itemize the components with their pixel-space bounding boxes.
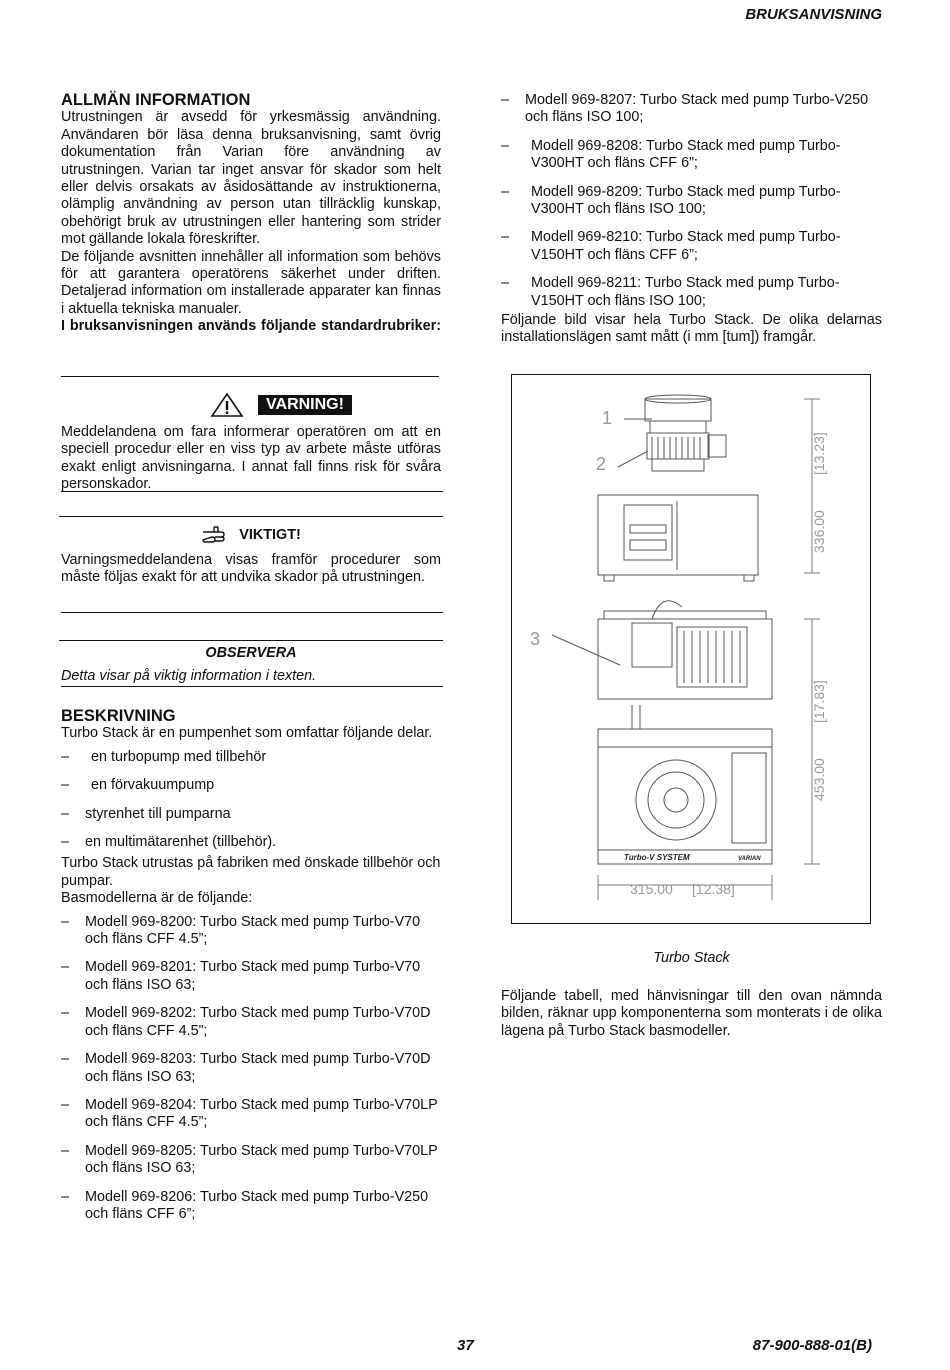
general-heading: ALLMÄN INFORMATION [61,91,251,109]
general-paragraph-2: De följande avsnitten innehåller all information som behövs för att garantera operatörens säkerhet under driften. Detaljerad information om installerade apparater kan finnas i aktuella tekniska manualer. [61,248,441,317]
description-section [61,708,441,1234]
brand-label: Turbo-V SYSTEM [624,853,690,862]
list-item: – en förvakuumpump [61,777,215,794]
callout-1: 1 [602,408,613,428]
running-header: BRUKSANVISNING [745,6,882,23]
models-list-right [501,92,882,310]
general-paragraph-1: Utrustningen är avsedd för yrkesmässig användning. Användaren bör läsa denna bruksanvisning, samt övrig dokumentation från Varian före användning av utrustningen. Varian tar inget ansvar för skador som helt eller delvis orsakats av åsidosättande av instruktionerna, olämplig användning av person utan tillräcklig kunskap, obehörigt bruk av utrustningen eller hantering som strider mot gällande lokala föreskrifter. [61,109,441,248]
list-item: – Modell 969-8202: Turbo Stack med pump Turbo-V70D och fläns CFF 4.5”; [61,1005,431,1039]
turbo-stack-figure [511,374,871,924]
dim-height-top: 336.00 [811,510,827,553]
list-item: – Modell 969-8209: Turbo Stack med pump Turbo-V300HT och fläns ISO 100; [501,183,841,218]
divider [61,686,443,687]
dim-height-bottom: 453.00 [811,758,827,801]
list-item: – Modell 969-8210: Turbo Stack med pump Turbo-V150HT och fläns CFF 6”; [501,229,841,263]
list-item: – Modell 969-8203: Turbo Stack med pump Turbo-V70D och fläns ISO 63; [61,1051,431,1085]
list-item: – styrenhet till pumparna [61,805,231,822]
models-list-left [61,914,441,1224]
divider [61,612,443,613]
warning-block [61,392,441,494]
models-section-right [501,92,882,347]
dim-height-bottom-in: [17.83] [811,680,827,723]
general-section [61,92,441,336]
callout-3: 3 [530,629,541,649]
list-item: – Modell 969-8201: Turbo Stack med pump Turbo-V70 och fläns ISO 63; [61,959,421,993]
list-item: – Modell 969-8205: Turbo Stack med pump Turbo-V70LP och fläns ISO 63; [61,1142,438,1177]
list-item: – Modell 969-8200: Turbo Stack med pump Turbo-V70 och fläns CFF 4.5”; [61,913,421,948]
description-paragraph-2: Turbo Stack utrustas på fabriken med önskade tillbehör och pumpar. [61,855,441,889]
document-code: 87-900-888-01(B) [752,1337,872,1354]
figure-intro: Följande bild visar hela Turbo Stack. De olika delarnas installationslägen samt mått (i mm [tum]) framgår. [501,312,882,346]
dim-width: 315.00 [630,881,673,897]
figure-caption: Turbo Stack [653,950,730,966]
list-item: – en multimätarenhet (tillbehör). [61,834,277,851]
description-paragraph-1: Turbo Stack är en pumpenhet som omfattar följande delar. [61,725,433,742]
important-text: Varningsmeddelandena visas framför procedurer som måste följas exakt för att undvika skador på utrustningen. [61,552,441,586]
warning-triangle-icon [210,392,244,418]
important-block [61,526,441,587]
closing-paragraph: Följande tabell, med hänvisningar till den ovan nämnda bilden, räknar upp komponenterna som monterats i de olika lägena på Turbo Stack basmodeller. [501,988,882,1039]
dim-width-in: [12.38] [692,881,735,897]
note-block [61,645,441,686]
callout-2: 2 [596,454,607,474]
list-item: – Modell 969-8204: Turbo Stack med pump Turbo-V70LP och fläns CFF 4.5”; [61,1096,438,1131]
list-item: – Modell 969-8207: Turbo Stack med pump Turbo-V250 och fläns ISO 100; [501,92,869,126]
pointing-hand-icon [201,526,231,544]
brand-maker: VARIAN [738,856,761,862]
list-item: – Modell 969-8208: Turbo Stack med pump Turbo-V300HT och fläns CFF 6”; [501,137,841,172]
note-text: Detta visar på viktig information i texten. [61,668,317,685]
divider [59,516,443,517]
list-item: – Modell 969-8206: Turbo Stack med pump Turbo-V250 och fläns CFF 6”; [61,1188,429,1222]
description-heading: BESKRIVNING [61,707,176,725]
page-number: 37 [457,1337,474,1354]
dim-height-top-in: [13.23] [811,432,827,475]
description-paragraph-3: Basmodellerna är de följande: [61,890,253,907]
list-item: – Modell 969-8211: Turbo Stack med pump Turbo-V150HT och fläns ISO 100; [501,275,840,309]
note-label: OBSERVERA [205,645,297,661]
warning-text: Meddelandena om fara informerar operatören om att en speciell procedur eller en viss typ av arbete måste utföras exakt enligt anvisningarna. I annat fall finns risk för svåra personskador. [61,424,441,493]
warning-label: VARNING! [258,395,352,414]
important-label: VIKTIGT! [239,526,301,543]
divider [59,640,443,641]
turbo-stack-drawing [512,375,869,922]
parts-list [61,749,441,852]
list-item: – en turbopump med tillbehör [61,748,267,765]
divider [61,376,439,377]
general-paragraph-3: I bruksanvisningen används följande standardrubriker: [61,318,441,335]
divider [61,491,443,492]
